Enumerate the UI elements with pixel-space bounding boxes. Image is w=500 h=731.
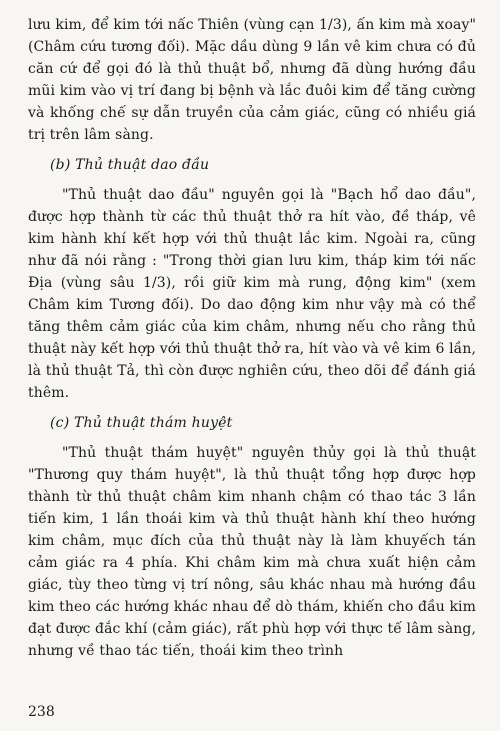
- section-c-heading: (c) Thủ thuật thám huyệt: [50, 415, 233, 431]
- paragraph-2: "Thủ thuật dao đầu" nguyên gọi là "Bạch hổ dao đầu", được hợp thành từ các thủ thuật thở ra hít vào, đề tháp, vê kim hành khí kết hợp với thủ thuật lắc kim. Ngoài ra, cũng như đã nói rằng : "Trong thời gian lưu kim, tháp kim tới nấc Địa (vùng sâu 1/3), rồi giữ kim mà rung, động kim" (xem Châm kim Tương đối). Do dao động kim như vậy mà có thể tăng thêm cảm giác của kim châm, nhưng nếu cho rằng thủ thuật này kết hợp với thủ thuật thở ra, hít vào và vê kim 6 lần, là thủ thuật Tả, thì còn được nghiên cứu, theo dõi để đánh giá thêm.: [28, 187, 476, 401]
- section-b-heading: (b) Thủ thuật dao đầu: [50, 157, 210, 173]
- paragraph-1: lưu kim, để kim tới nấc Thiên (vùng cạn 1/3), ấn kim mà xoay" (Châm cứu tương đối). Mặc dầu dùng 9 lần vê kim chưa có đủ căn cứ để gọi đó là thủ thuật bổ, nhưng đã dùng hướng đầu mũi kim vào vị trí đang bị bệnh và lắc đuôi kim để tăng cường và khống chế sự dẫn truyền của cảm giác, cũng có nhiều giá trị trên lâm sàng.: [28, 17, 476, 143]
- paragraph-3: "Thủ thuật thám huyệt" nguyên thủy gọi là thủ thuật "Thương quy thám huyệt", là thủ thuật tổng hợp được hợp thành từ thủ thuật châm kim nhanh chậm có thao tác 3 lần tiến kim, 1 lần thoái kim và thủ thuật hành khí theo hướng kim châm, mục đích của thủ thuật này là làm khuyếch tán cảm giác ra 4 phía. Khi châm kim mà chưa xuất hiện cảm giác, tùy theo từng vị trí nông, sâu khác nhau mà hướng đầu kim theo các hướng khác nhau để dò thám, khiến cho đầu kim đạt được đắc khí (cảm giác), rất phù hợp với thực tế lâm sàng, nhưng về thao tác tiến, thoái kim theo trình: [28, 445, 476, 659]
- page-number: 238: [28, 704, 55, 720]
